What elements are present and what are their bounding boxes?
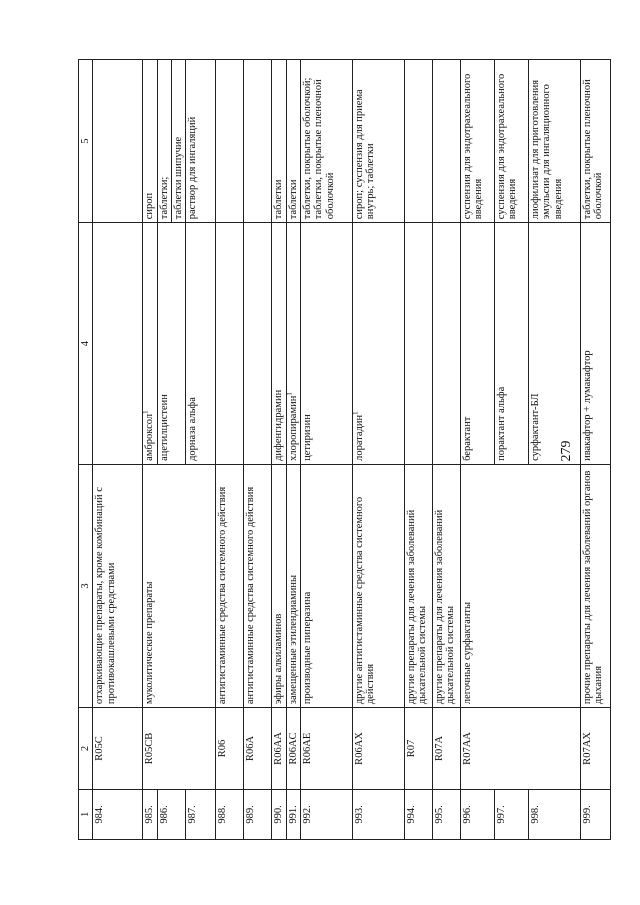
footnote-mark: 1 [285,392,294,396]
row-number: 999. [580,789,610,839]
group-name: производные пиперазина [300,464,352,707]
dosage-form [244,60,272,223]
atc-code: R06AX [352,708,404,790]
atc-code: R07AA [460,708,580,790]
drug-table [78,59,611,840]
dosage-form: таблетки, покрытые пленочной оболочкой [580,60,610,223]
atc-code: R06 [216,708,244,790]
row-number: 995. [432,789,460,839]
dosage-form: сироп; суспензия для приема внутрь; таблетки [352,60,404,223]
table-row [286,60,300,840]
dosage-form: таблетки; [157,60,171,223]
row-number: 993. [352,789,404,839]
table-row [432,60,460,840]
drug-name: порактант альфа [494,223,528,465]
table-row [244,60,272,840]
header-col-1: 1 [79,789,93,839]
table-row [404,60,432,840]
drug-name: берактант [460,223,494,465]
header-col-5: 5 [79,60,93,223]
dosage-form [216,60,244,223]
drug-name [143,223,157,465]
drug-name [93,223,143,465]
group-name: антигистаминные средства системного действия [244,464,272,707]
table-row [272,60,286,840]
drug-name: дорназа альфа [186,223,216,465]
header-col-3: 3 [79,464,93,707]
row-number: 994. [404,789,432,839]
group-name: антигистаминные средства системного действия [216,464,244,707]
row-number: 986. [157,789,186,839]
rotated-table-container [78,59,605,840]
table-row [300,60,352,840]
group-name: эфиры алкиламинов [272,464,286,707]
footnote-mark: 1 [141,410,150,414]
drug-name [286,223,300,465]
atc-code: R06AE [300,708,352,790]
atc-code: R06A [244,708,272,790]
row-number: 985. [143,789,157,839]
drug-name: ацетилцистеин [157,223,186,465]
dosage-form: сироп [143,60,157,223]
header-col-4: 4 [79,223,93,465]
dosage-form: суспензия для эндотрахеального введения [460,60,494,223]
drug-name [244,223,272,465]
atc-code: R07A [432,708,460,790]
atc-code: R07AX [580,708,610,790]
drug-name: ивакафтор + лумакафтор [580,223,610,465]
atc-code: R05C [93,708,143,790]
group-name: другие препараты для лечения заболеваний дыхательной системы [432,464,460,707]
row-number: 992. [300,789,352,839]
table-row [352,60,404,840]
drug-name: сурфактант-БЛ [528,223,580,465]
dosage-form: суспензия для эндотрахеального введения [494,60,528,223]
drug-name [216,223,244,465]
group-name: муколитические препараты [143,464,216,707]
table-row [216,60,244,840]
group-name: прочие препараты для лечения заболеваний органов дыхания [580,464,610,707]
drug-name: цетиризин [300,223,352,465]
atc-code: R06AC [286,708,300,790]
atc-code: R05CB [143,708,216,790]
dosage-form: раствор для ингаляций [186,60,216,223]
atc-code: R07 [404,708,432,790]
table-header-row [79,60,93,840]
drug-name [404,223,432,465]
row-number: 991. [286,789,300,839]
group-name: отхаркивающие препараты, кроме комбинаций с противокашлевыми средствами [93,464,143,707]
row-number: 989. [244,789,272,839]
drug-name [432,223,460,465]
drug-name-text: лоратадин [353,414,365,461]
dosage-form [432,60,460,223]
group-name: замещенные этилендиамины [286,464,300,707]
row-number: 998. [528,789,580,839]
row-number: 988. [216,789,244,839]
row-number: 996. [460,789,494,839]
dosage-form: таблетки [286,60,300,223]
group-name: легочные сурфактанты [460,464,580,707]
dosage-form [404,60,432,223]
drug-name: дифенгидрамин [272,223,286,465]
footnote-mark: 1 [351,411,360,415]
dosage-form: таблетки шипучие [171,60,185,223]
dosage-form [93,60,143,223]
row-number: 984. [93,789,143,839]
table-row [460,60,494,840]
group-name: другие антигистаминные средства системного действия [352,464,404,707]
dosage-form: лиофилизат для приготовления эмульсии для ингаляционного введения [528,60,580,223]
dosage-form: таблетки, покрытые оболочкой; таблетки, покрытые пленочной оболочкой [300,60,352,223]
drug-name-text: амброксол [144,413,156,461]
drug-name [352,223,404,465]
row-number: 997. [494,789,528,839]
drug-name-text: хлоропирамин [287,395,299,461]
table-row [93,60,143,840]
page-number: 279 [559,440,574,462]
row-number: 990. [272,789,286,839]
header-col-2: 2 [79,708,93,790]
row-number: 987. [186,789,216,839]
table-row [143,60,157,840]
dosage-form: таблетки [272,60,286,223]
atc-code: R06AA [272,708,286,790]
group-name: другие препараты для лечения заболеваний дыхательной системы [404,464,432,707]
table-row [580,60,610,840]
